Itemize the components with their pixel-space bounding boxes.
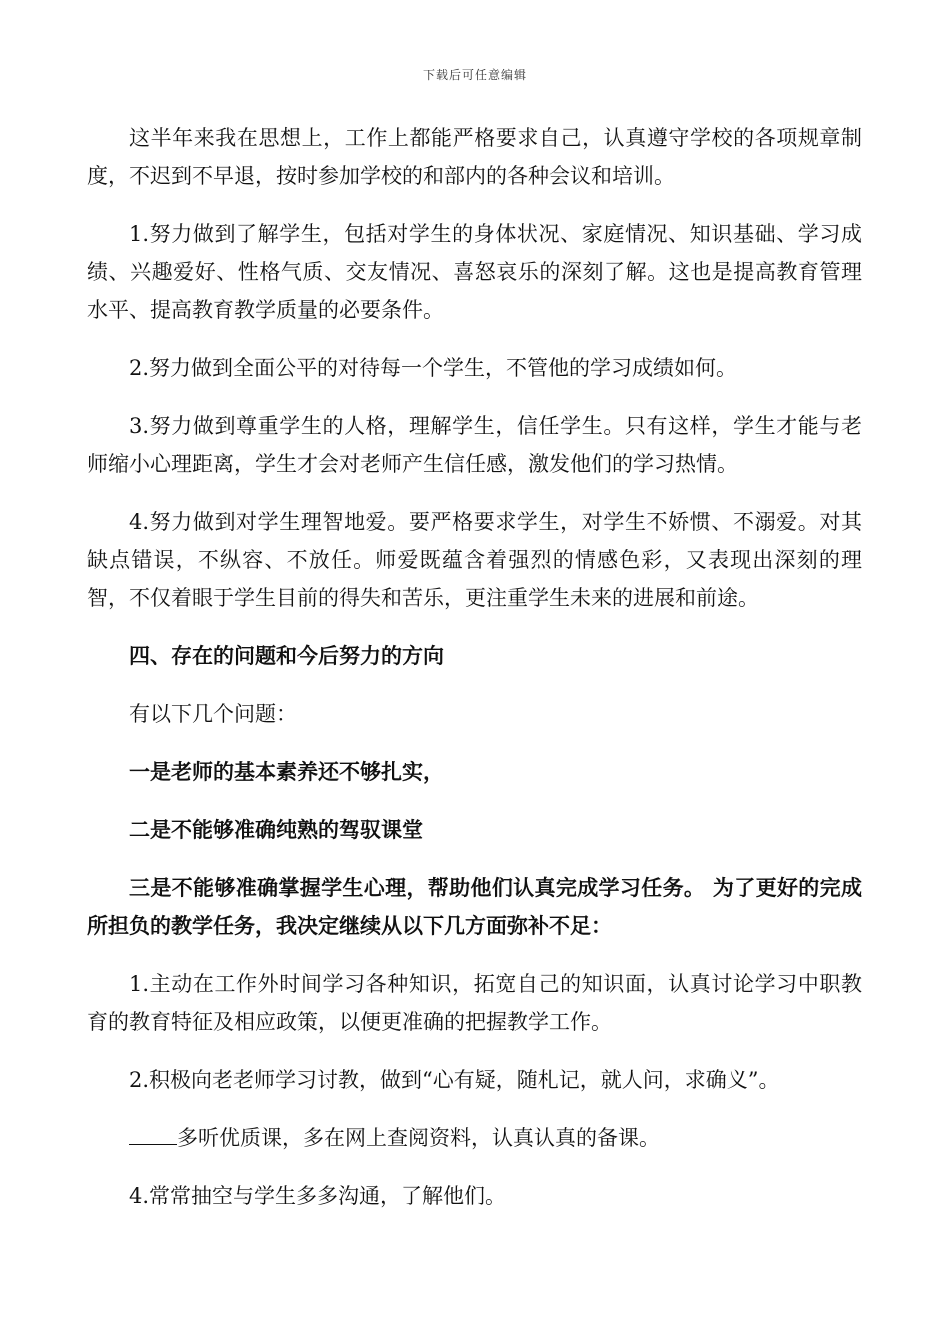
- problem-1: 一是老师的基本素养还不够扎实，: [129, 759, 444, 784]
- list-item-2: 2.努力做到全面公平的对待每一个学生，不管他的学习成绩如何。: [129, 356, 738, 380]
- problems-intro: 有以下几个问题：: [129, 702, 297, 726]
- plan-item-1: 1.主动在工作外时间学习各种知识，拓宽自己的知识面，认真讨论学习中职教育的教育特征及相应政策，以便更准确的把握教学工作。: [87, 972, 862, 1034]
- problem-2: 二是不能够准确纯熟的驾驭课堂: [129, 817, 423, 842]
- plan-item-2: 2.积极向老老师学习讨教，做到“心有疑，随札记，就人问，求确义”。: [129, 1068, 780, 1092]
- list-item-3: 3.努力做到尊重学生的人格，理解学生，信任学生。只有这样，学生才能与老师缩小心理距离，学生才会对老师产生信任感，激发他们的学习热情。: [87, 414, 862, 476]
- blank-line: [129, 1122, 177, 1145]
- page-header: 下载后可任意编辑: [422, 68, 527, 82]
- plan-item-4: 4.常常抽空与学生多多沟通，了解他们。: [129, 1184, 507, 1208]
- list-item-4: 4.努力做到对学生理智地爱。要严格要求学生，对学生不娇惯、不溺爱。对其缺点错误，不纵容、不放任。师爱既蕴含着强烈的情感色彩，又表现出深刻的理智，不仅着眼于学生目前的得失和苦乐，更注重学生未来的进展和前途。: [87, 510, 862, 610]
- intro-paragraph: 这半年来我在思想上，工作上都能严格要求自己，认真遵守学校的各项规章制度，不迟到不早退，按时参加学校的和部内的各种会议和培训。: [87, 126, 862, 188]
- list-item-1: 1.努力做到了解学生，包括对学生的身体状况、家庭情况、知识基础、学习成绩、兴趣爱好、性格气质、交友情况、喜怒哀乐的深刻了解。这也是提高教育管理水平、提高教育教学质量的必要条件。: [87, 222, 862, 322]
- section-heading: 四、存在的问题和今后努力的方向: [129, 643, 444, 668]
- problem-3: 三是不能够准确掌握学生心理，帮助他们认真完成学习任务。 为了更好的完成所担负的教学任务，我决定继续从以下几方面弥补不足：: [87, 875, 862, 938]
- plan-item-3: [87, 1119, 862, 1157]
- document-body: [87, 119, 862, 1235]
- plan-item-3-text: 多听优质课，多在网上查阅资料，认真认真的备课。: [177, 1126, 660, 1150]
